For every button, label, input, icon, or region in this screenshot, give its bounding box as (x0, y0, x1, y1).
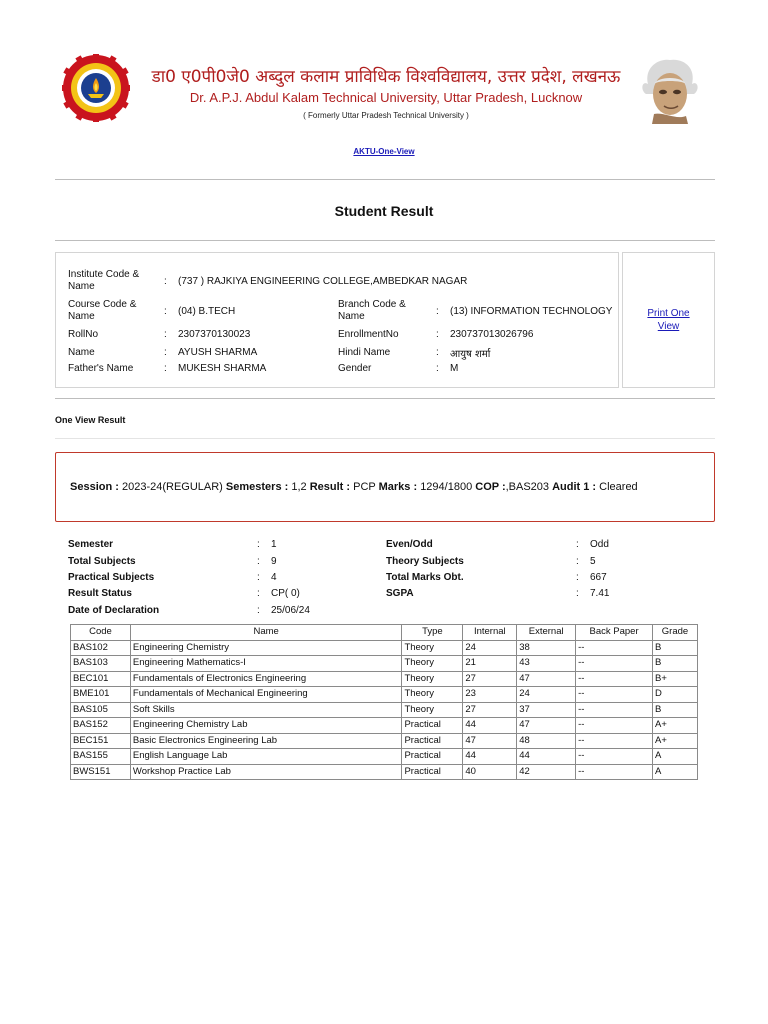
gender-label: Gender (338, 363, 372, 374)
internal-marks: 40 (463, 764, 517, 780)
semesters-value: 1,2 (291, 481, 307, 493)
even-odd-value: Odd (590, 539, 609, 550)
column-header: Grade (653, 625, 698, 641)
column-header: Name (130, 625, 402, 641)
page-title: Student Result (334, 203, 434, 219)
session-summary-line (70, 481, 638, 493)
audit-value: Cleared (599, 481, 638, 493)
table-row (71, 733, 698, 749)
subject-type: Practical (402, 718, 463, 734)
back-paper: -- (576, 656, 653, 672)
subject-code: BAS102 (71, 640, 131, 656)
column-header: Internal (463, 625, 517, 641)
table-row (71, 671, 698, 687)
grade: A+ (653, 718, 698, 734)
branch-label: Branch Code & Name (338, 299, 406, 322)
university-logo-icon (62, 54, 130, 122)
external-marks: 47 (517, 718, 576, 734)
result-status-value: CP( 0) (271, 588, 300, 599)
declaration-date-value: 25/06/24 (271, 605, 310, 616)
audit-label: Audit 1 : (552, 481, 597, 493)
grade: D (653, 687, 698, 703)
back-paper: -- (576, 749, 653, 765)
formerly-note: ( Formerly Uttar Pradesh Technical University ) (303, 111, 469, 120)
hindi-name-label: Hindi Name (338, 347, 391, 358)
subject-code: BME101 (71, 687, 131, 703)
table-row (71, 764, 698, 780)
subject-code: BWS151 (71, 764, 131, 780)
declaration-date-label: Date of Declaration (68, 605, 160, 616)
subject-name: Soft Skills (130, 702, 402, 718)
back-paper: -- (576, 718, 653, 734)
father-name-value: MUKESH SHARMA (178, 363, 267, 374)
external-marks: 48 (517, 733, 576, 749)
table-row (71, 702, 698, 718)
grade: B (653, 640, 698, 656)
internal-marks: 24 (463, 640, 517, 656)
table-row (71, 749, 698, 765)
subject-name: English Language Lab (130, 749, 402, 765)
enrollment-value: 230737013026796 (450, 329, 534, 340)
subject-type: Practical (402, 749, 463, 765)
table-row (71, 656, 698, 672)
external-marks: 38 (517, 640, 576, 656)
subject-code: BAS155 (71, 749, 131, 765)
external-marks: 24 (517, 687, 576, 703)
theory-subjects-label: Theory Subjects (386, 556, 464, 567)
session-summary-box (55, 452, 715, 522)
student-info-panel: Institute Code & Name : (737 ) RAJKIYA ENGINEERING COLLEGE,AMBEDKAR NAGAR Course Code & Name : (04) B.TECH Branch Code & Name : (13) INFORMATION TECHNOLOGY RollNo : 2307370130023 EnrollmentNo : 230737013026796 Name : AYUSH SHARMA Hindi Name : आयुष शर्मा Father's Name : MUKESH SHARMA Gender : M (55, 252, 619, 388)
subject-name: Engineering Mathematics-I (130, 656, 402, 672)
institute-value: (737 ) RAJKIYA ENGINEERING COLLEGE,AMBEDKAR NAGAR (178, 276, 468, 287)
column-header: Back Paper (576, 625, 653, 641)
semester-label: Semester (68, 539, 114, 550)
cop-label: COP : (475, 481, 506, 493)
name-value: AYUSH SHARMA (178, 347, 258, 358)
back-paper: -- (576, 687, 653, 703)
roll-label: RollNo (68, 329, 99, 340)
result-label: Result : (309, 481, 351, 493)
print-one-view-link[interactable]: Print One View (647, 308, 690, 332)
back-paper: -- (576, 733, 653, 749)
subject-type: Practical (402, 733, 463, 749)
university-name-hindi: डा0 ए0पी0जे0 अब्दुल कलाम प्राविधिक विश्वविद्यालय, उत्तर प्रदेश, लखनऊ (151, 67, 621, 87)
column-header: Type (402, 625, 463, 641)
subject-name: Fundamentals of Electronics Engineering (130, 671, 402, 687)
course-label: Course Code & Name (68, 299, 137, 322)
subject-type: Theory (402, 702, 463, 718)
father-name-label: Father's Name (68, 363, 134, 374)
subject-code: BEC151 (71, 733, 131, 749)
theory-subjects-value: 5 (590, 556, 596, 567)
enrollment-label: EnrollmentNo (338, 329, 399, 340)
sgpa-label: SGPA (386, 588, 414, 599)
gender-value: M (450, 363, 459, 374)
external-marks: 43 (517, 656, 576, 672)
marks-label: Marks : (378, 481, 418, 493)
result-status-label: Result Status (68, 588, 132, 599)
back-paper: -- (576, 671, 653, 687)
divider (55, 438, 715, 439)
internal-marks: 23 (463, 687, 517, 703)
external-marks: 42 (517, 764, 576, 780)
external-marks: 44 (517, 749, 576, 765)
course-value: (04) B.TECH (178, 306, 236, 317)
institute-label: Institute Code & Name (68, 269, 140, 292)
column-header: External (517, 625, 576, 641)
internal-marks: 44 (463, 749, 517, 765)
grade: B+ (653, 671, 698, 687)
external-marks: 37 (517, 702, 576, 718)
subject-code: BEC101 (71, 671, 131, 687)
grade: B (653, 656, 698, 672)
subject-code: BAS105 (71, 702, 131, 718)
table-row (71, 687, 698, 703)
back-paper: -- (576, 702, 653, 718)
grade: A (653, 749, 698, 765)
grade: A+ (653, 733, 698, 749)
branch-value: (13) INFORMATION TECHNOLOGY (450, 306, 613, 317)
session-label: Session : (70, 481, 119, 493)
internal-marks: 21 (463, 656, 517, 672)
even-odd-label: Even/Odd (386, 539, 433, 550)
result-value: PCP (353, 481, 376, 493)
grade: B (653, 702, 698, 718)
subject-name: Fundamentals of Mechanical Engineering (130, 687, 402, 703)
internal-marks: 44 (463, 718, 517, 734)
one-view-result-label: One View Result (55, 415, 126, 425)
back-paper: -- (576, 640, 653, 656)
subject-name: Workshop Practice Lab (130, 764, 402, 780)
total-marks-label: Total Marks Obt. (386, 572, 464, 583)
subject-type: Practical (402, 764, 463, 780)
subject-type: Theory (402, 640, 463, 656)
subject-type: Theory (402, 671, 463, 687)
portrait-image (634, 54, 704, 124)
table-row (71, 640, 698, 656)
subject-code: BAS152 (71, 718, 131, 734)
semester-value: 1 (271, 539, 277, 550)
subject-type: Theory (402, 656, 463, 672)
internal-marks: 47 (463, 733, 517, 749)
subject-name: Basic Electronics Engineering Lab (130, 733, 402, 749)
table-row (71, 718, 698, 734)
grade: A (653, 764, 698, 780)
practical-subjects-value: 4 (271, 572, 277, 583)
sgpa-value: 7.41 (590, 588, 610, 599)
back-paper: -- (576, 764, 653, 780)
cop-value: ,BAS203 (505, 481, 550, 493)
session-value: 2023-24(REGULAR) (121, 481, 223, 493)
university-name-english: Dr. A.P.J. Abdul Kalam Technical University, Uttar Pradesh, Lucknow (189, 90, 583, 105)
subject-name: Engineering Chemistry (130, 640, 402, 656)
university-header (0, 0, 768, 156)
internal-marks: 27 (463, 671, 517, 687)
semesters-label: Semesters : (225, 481, 289, 493)
external-marks: 47 (517, 671, 576, 687)
aktu-one-view-link[interactable]: AKTU-One-View (353, 147, 415, 156)
total-subjects-label: Total Subjects (68, 556, 136, 567)
total-subjects-value: 9 (271, 556, 277, 567)
roll-value: 2307370130023 (178, 329, 251, 340)
divider (55, 240, 715, 241)
internal-marks: 27 (463, 702, 517, 718)
hindi-name-value: आयुष शर्मा (450, 349, 491, 360)
subject-type: Theory (402, 687, 463, 703)
subject-code: BAS103 (71, 656, 131, 672)
divider (55, 179, 715, 180)
marks-value: 1294/1800 (420, 481, 473, 493)
practical-subjects-label: Practical Subjects (68, 572, 155, 583)
name-label: Name (68, 347, 95, 358)
grades-table (70, 624, 698, 780)
table-header-row (71, 625, 698, 641)
column-header: Code (71, 625, 131, 641)
print-panel (622, 252, 715, 388)
subject-name: Engineering Chemistry Lab (130, 718, 402, 734)
total-marks-value: 667 (590, 572, 607, 583)
divider (55, 398, 715, 399)
